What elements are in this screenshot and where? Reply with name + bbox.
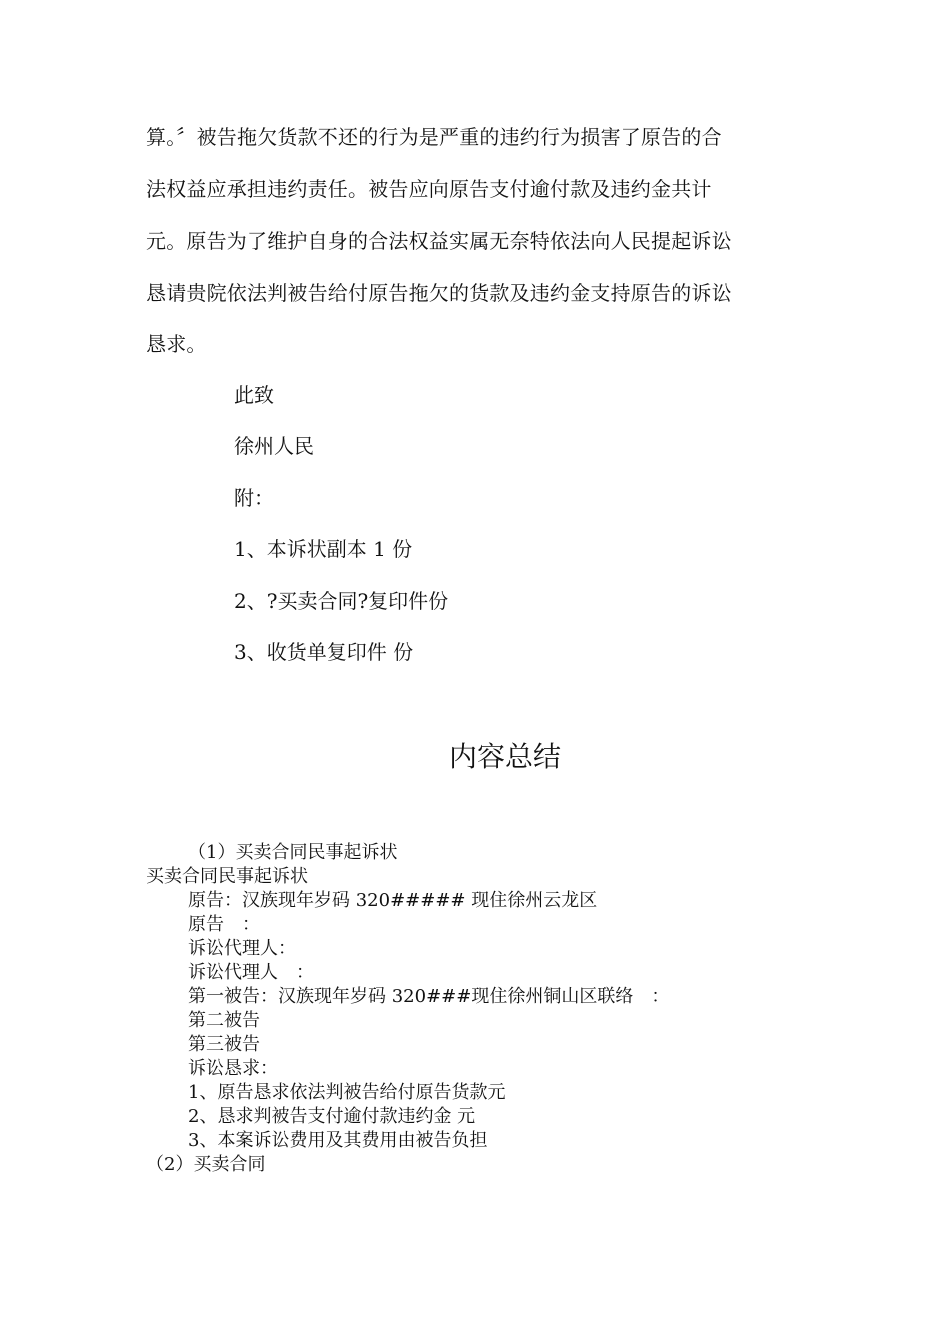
- summary-line: 第三被告: [188, 1034, 260, 1055]
- summary-line: 诉讼恳求：: [188, 1058, 278, 1079]
- summary-line: 第二被告: [188, 1010, 260, 1031]
- body-line: 恳请贵院依法判被告给付原告拖欠的货款及违约金支持原告的诉讼: [146, 281, 732, 305]
- attachment-item: 3、收货单复印件 份: [234, 640, 414, 664]
- summary-line: 第一被告：汉族现年岁码 320###现住徐州铜山区联络 ：: [188, 986, 670, 1007]
- summary-title: 内容总结: [448, 740, 561, 773]
- summary-line: 2、恳求判被告支付逾付款违约金 元: [188, 1106, 476, 1127]
- attachment-item: 2、?买卖合同?复印件份: [234, 589, 449, 613]
- body-line: 元。原告为了维护自身的合法权益实属无奈特依法向人民提起诉讼: [146, 229, 732, 253]
- salutation: 此致: [234, 383, 274, 407]
- body-line: 法权益应承担违约责任。被告应向原告支付逾付款及违约金共计: [146, 177, 712, 201]
- summary-line: 诉讼代理人 ：: [188, 962, 314, 983]
- summary-line: 1、原告恳求依法判被告给付原告货款元: [188, 1082, 506, 1103]
- body-line: 算。〞被告拖欠货款不还的行为是严重的违约行为损害了原告的合: [146, 125, 722, 149]
- summary-line: 买卖合同民事起诉状: [146, 866, 308, 887]
- body-line: 恳求。: [146, 332, 207, 356]
- summary-line: 原告 ：: [188, 914, 260, 935]
- attachment-item: 1、本诉状副本 1 份: [234, 537, 413, 561]
- court-name: 徐州人民: [234, 434, 314, 458]
- summary-line: 原告：汉族现年岁码 320##### 现住徐州云龙区: [188, 890, 598, 911]
- summary-line: 诉讼代理人：: [188, 938, 296, 959]
- summary-line: （2）买卖合同: [146, 1154, 266, 1175]
- summary-line: （1）买卖合同民事起诉状: [188, 842, 398, 863]
- attachments-heading: 附：: [234, 486, 274, 510]
- summary-line: 3、本案诉讼费用及其费用由被告负担: [188, 1130, 488, 1151]
